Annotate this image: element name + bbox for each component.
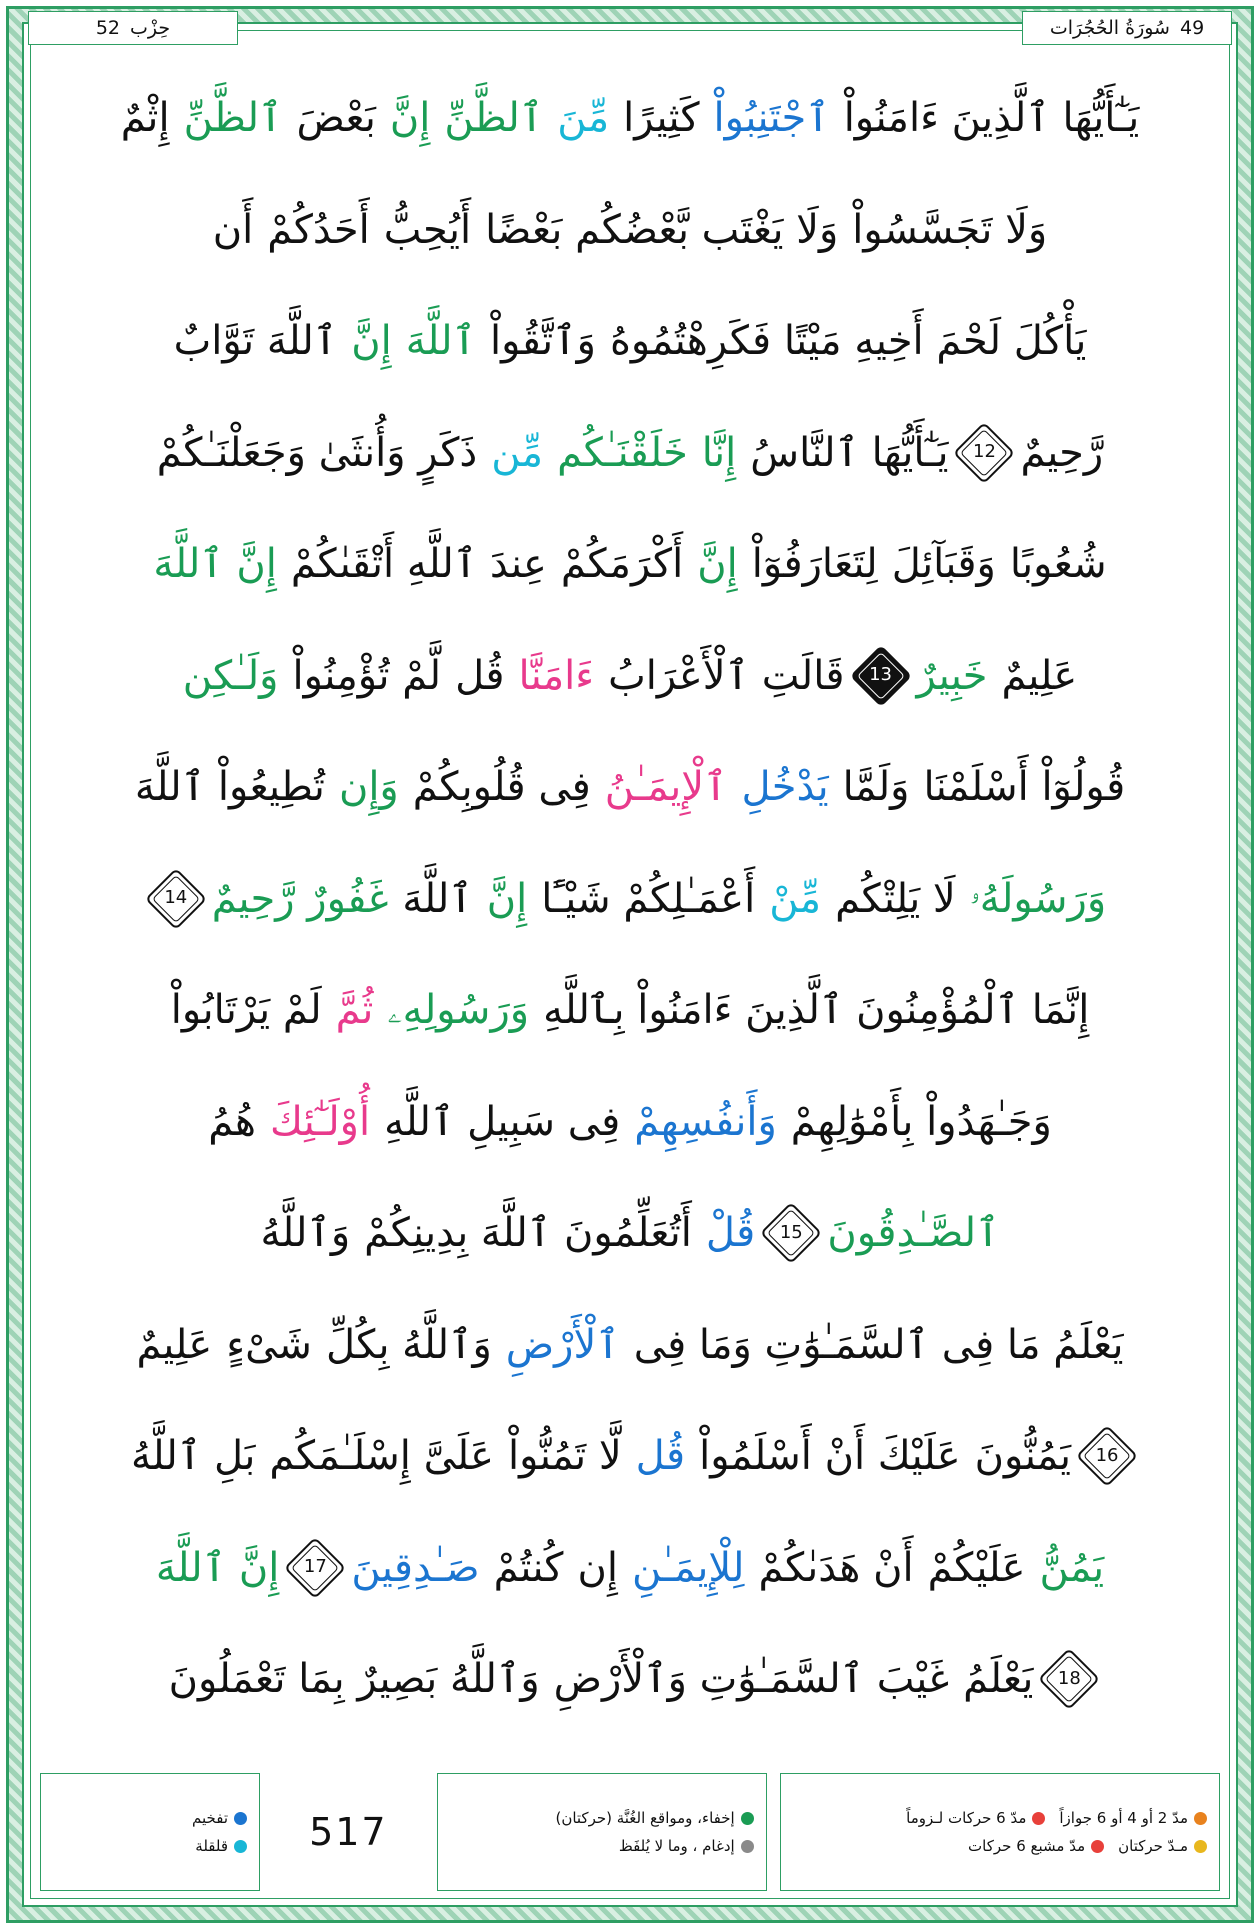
page-number-box	[273, 1773, 423, 1891]
ayah-segment: عَلَىَّ إِسْلَـٰمَكُم	[269, 1433, 495, 1479]
hizb-number: 52	[95, 17, 121, 39]
page-header	[28, 8, 1232, 48]
ayah-segment: إِنَّا	[701, 429, 737, 476]
ayah-segment: غَيْبَ ٱلسَّمَـٰوَٰتِ وَٱلْأَرْضِ	[553, 1656, 950, 1702]
legend-label: إدغام ، وما لا يُلفَظ	[618, 1837, 735, 1855]
ayah-segment: خَلَقْنَـٰكُم	[557, 429, 688, 476]
ayah-segment: ٱلْإِيمَـٰنُ	[604, 764, 728, 810]
ayah-segment: وَأَنفُسِهِمْ	[634, 1098, 777, 1145]
ayah-segment: وَلَـٰكِن	[182, 652, 279, 699]
ayah-segment: عَلَيْكُمْ	[927, 1544, 1026, 1591]
ayah-number-marker	[1085, 1434, 1129, 1478]
ayah-segment: خَبِيرٌ	[916, 652, 988, 699]
legend-item	[906, 1809, 1045, 1827]
page-number: 517	[309, 1810, 388, 1854]
ayah-segment: بَلِ ٱللَّهُ	[130, 1433, 256, 1479]
ayah-segment: قُولُوٓاْ أَسْلَمْنَا	[923, 764, 1126, 810]
ayah-segment: وَٱللَّهُ	[260, 1210, 351, 1256]
ayah-segment: مِّنْ	[769, 875, 822, 922]
legend-label: مدّ مشبع 6 حركات	[968, 1837, 1086, 1855]
ayah-marker-number: 16	[1095, 1444, 1119, 1466]
legend-row	[53, 1809, 247, 1827]
tajweed-legend	[40, 1773, 1220, 1891]
ayah-segment: لَا يَلِتْكُم	[835, 875, 956, 922]
ayah-segment: إِنَّ	[486, 875, 528, 922]
ayah-segment: يَـٰٓأَيُّهَا ٱلنَّاسُ	[750, 429, 949, 476]
ayah-line	[46, 1406, 1214, 1506]
ayah-segment: وَإِن	[338, 764, 399, 810]
ayah-segment: أَكْرَمَكُمْ	[560, 541, 684, 587]
ayah-segment: أَن	[212, 206, 254, 253]
hizb-box	[28, 11, 238, 45]
ayah-segment: ٱلْأَرْضِ	[505, 1321, 620, 1368]
ayah-line	[46, 960, 1214, 1060]
ayah-number-marker	[1047, 1657, 1091, 1701]
ayah-segment: لَّا تَمُنُّواْ	[508, 1433, 622, 1479]
ayah-number-marker	[859, 654, 903, 698]
surah-title-box	[1022, 11, 1232, 45]
ayah-segment: يَعْلَمُ مَا فِى ٱلسَّمَـٰوَٰتِ وَمَا فِى	[633, 1321, 1124, 1368]
ayah-segment: قُل	[635, 1433, 686, 1479]
ayah-segment: تُطِيعُواْ ٱللَّهَ	[134, 764, 325, 810]
ayah-segment: مِّنَ	[557, 95, 610, 141]
ayah-marker-number: 14	[164, 887, 188, 909]
legend-color-dot	[741, 1812, 754, 1825]
legend-item	[555, 1809, 753, 1827]
legend-row	[53, 1837, 247, 1855]
ayah-segment: إِنَّ ٱللَّهَ	[155, 1544, 280, 1591]
hizb-label: حِزْب	[130, 17, 171, 39]
ayah-segment: وَقَبَآئِلَ	[891, 541, 996, 587]
surah-name: سُورَةُ الحُجُرَات	[1049, 17, 1170, 39]
legend-color-dot	[234, 1812, 247, 1825]
ayah-segment: إِنَّ	[697, 541, 738, 587]
ayah-line	[46, 1629, 1214, 1729]
legend-label: تفخيم	[192, 1809, 229, 1827]
ayah-segment: يَمُنُّونَ	[974, 1433, 1072, 1479]
ayah-marker-number: 15	[779, 1221, 803, 1243]
ayah-line	[46, 68, 1214, 168]
ayah-line	[46, 1072, 1214, 1172]
ayah-segment: ٱلظَّنِّ	[183, 95, 283, 141]
legend-row	[450, 1809, 754, 1827]
ayah-segment: فِى سَبِيلِ ٱللَّهِ	[384, 1098, 621, 1145]
ayah-segment: ٱلصَّـٰدِقُونَ	[827, 1210, 1000, 1256]
ayah-segment: لَمْ يَرْتَابُواْ	[170, 987, 322, 1033]
ayah-segment: عِندَ ٱللَّهِ أَتْقَىٰكُمْ	[290, 541, 547, 587]
ayah-segment: مِّن	[491, 429, 544, 476]
ayah-segment: صَـٰدِقِينَ	[351, 1544, 480, 1591]
ayah-segment: يَعْلَمُ	[963, 1656, 1034, 1702]
ayah-segment: يَدْخُلِ	[741, 764, 829, 810]
ayah-marker-number: 17	[303, 1556, 327, 1578]
legend-color-dot	[1032, 1812, 1045, 1825]
ayah-segment: عَلِيمٌ	[136, 1321, 213, 1368]
legend-item	[619, 1837, 754, 1855]
ayah-line	[46, 180, 1214, 280]
ayah-segment: وَٱتَّقُواْ	[490, 318, 596, 364]
ayah-segment: ٱللَّهَ	[402, 875, 473, 922]
ayah-segment: عَلَيْكَ أَنْ أَسْلَمُواْ	[699, 1433, 961, 1479]
legend-label: إخفاء، ومواقع الغُنَّة (حركتان)	[555, 1809, 735, 1827]
ayah-segment: وَرَسُولِهِۦ	[387, 987, 530, 1033]
legend-color-dot	[1091, 1840, 1104, 1853]
ayah-segment: كَثِيرًا	[623, 95, 700, 141]
legend-label: مـدّ حركتان	[1118, 1837, 1188, 1855]
legend-row	[793, 1809, 1207, 1827]
ayah-segment: إِثْمٌ	[120, 95, 170, 141]
surah-page-number: 49	[1179, 17, 1205, 39]
ayah-segment: لَّمْ تُؤْمِنُواْ	[292, 652, 442, 699]
ayah-segment: ٱللَّهَ تَوَّابٌ	[173, 318, 338, 364]
ayah-line	[46, 626, 1214, 726]
legend-group-madd	[780, 1773, 1220, 1891]
ayah-segment: هُمُ	[208, 1098, 256, 1145]
ayah-segment: فِى قُلُوبِكُمْ	[412, 764, 591, 810]
ayah-segment: أَعْمَـٰلِكُمْ شَيْـًٔا	[541, 875, 756, 922]
ayah-segment: عَلِيمٌ	[1001, 652, 1078, 699]
legend-row	[793, 1837, 1207, 1855]
ayah-segment: يَـٰٓأَيُّهَا ٱلَّذِينَ ءَامَنُواْ	[843, 95, 1140, 141]
legend-label: مدّ 6 حركات لـزوماً	[906, 1809, 1027, 1827]
ayah-line	[46, 1295, 1214, 1395]
ayah-segment: لِلْإِيمَـٰنِ	[631, 1544, 745, 1591]
ayah-segment: ذَكَرٍ وَأُنثَىٰ وَجَعَلْنَـٰكُمْ	[156, 429, 478, 476]
ayah-segment: وَلَا يَغْتَب بَّعْضُكُم بَعْضًا	[485, 206, 839, 253]
ayah-segment: رَّحِيمٌ	[1020, 429, 1104, 476]
ayah-segment: وَلَا تَجَسَّسُواْ	[852, 206, 1048, 253]
ayah-segment: أَتُعَلِّمُونَ ٱللَّهَ بِدِينِكُمْ	[364, 1210, 692, 1256]
ayah-segment: ٱللَّهَ	[405, 318, 477, 364]
legend-label: مدّ 2 أو 4 أو 6 جوازاً	[1059, 1809, 1188, 1827]
legend-item	[968, 1837, 1104, 1855]
ayah-segment: شَىْءٍ	[226, 1321, 312, 1368]
legend-item	[1059, 1809, 1207, 1827]
legend-color-dot	[741, 1840, 754, 1853]
legend-row	[450, 1837, 754, 1855]
legend-color-dot	[1194, 1812, 1207, 1825]
ayah-marker-number: 13	[869, 664, 892, 686]
ayah-line	[46, 1518, 1214, 1618]
ayah-segment: وَرَسُولَهُۥ	[969, 875, 1107, 922]
ayah-number-marker	[769, 1211, 813, 1255]
legend-label: قلقلة	[195, 1837, 229, 1855]
ayah-segment: يَأْكُلَ لَحْمَ أَخِيهِ مَيْتًا فَكَرِهْتُمُوهُ	[609, 318, 1087, 364]
ayah-segment: ءَامَنَّا	[518, 652, 595, 699]
legend-group-ikhfa	[437, 1773, 767, 1891]
ayah-segment: قُلْ	[705, 1210, 756, 1256]
ayah-segment: يَمُنُّ	[1039, 1544, 1105, 1591]
ayah-segment: وَلَمَّا	[842, 764, 910, 810]
ayah-segment: غَفُورٌ رَّحِيمٌ	[211, 875, 389, 922]
ayah-segment: ٱجْتَنِبُواْ	[713, 95, 830, 141]
ayah-segment: شُعُوبًا	[1009, 541, 1107, 587]
ayah-segment: وَٱللَّهُ بِكُلِّ	[325, 1321, 492, 1368]
ayah-segment: إِنَّ	[389, 95, 431, 141]
ayah-segment: وَجَـٰهَدُواْ بِأَمْوَٰلِهِمْ	[790, 1098, 1052, 1145]
ayah-segment: أَنْ هَدَىٰكُمْ	[758, 1544, 914, 1591]
ayah-line	[46, 737, 1214, 837]
quran-text-body	[46, 62, 1214, 1729]
ayah-line	[46, 403, 1214, 503]
ayah-marker-number: 12	[973, 441, 996, 463]
ayah-number-marker	[962, 431, 1006, 475]
ayah-segment: كُنتُمْ	[493, 1544, 564, 1591]
ayah-segment: لِتَعَارَفُوٓاْ	[751, 541, 878, 587]
ayah-number-marker	[154, 877, 198, 921]
legend-color-dot	[234, 1840, 247, 1853]
ayah-line	[46, 1183, 1214, 1283]
legend-group-tafkheem	[40, 1773, 260, 1891]
ayah-number-marker	[293, 1546, 337, 1590]
ayah-line	[46, 514, 1214, 614]
ayah-marker-number: 18	[1057, 1667, 1081, 1689]
ayah-segment: أُوْلَـٰٓئِكَ	[269, 1098, 371, 1145]
ayah-segment: إِنَّ	[351, 318, 392, 364]
ayah-segment: إِن	[577, 1544, 618, 1591]
ayah-segment: قَالَتِ ٱلْأَعْرَابُ	[608, 652, 845, 699]
legend-color-dot	[1194, 1840, 1207, 1853]
ayah-segment: ٱلظَّنِّ	[444, 95, 544, 141]
ayah-segment: قُل	[455, 652, 505, 699]
ayah-segment: إِنَّمَا ٱلْمُؤْمِنُونَ ٱلَّذِينَ ءَامَنُواْ بِٱللَّهِ	[543, 987, 1090, 1033]
ayah-segment: أَيُحِبُّ	[383, 206, 472, 253]
legend-item	[1118, 1837, 1207, 1855]
ayah-segment: ثُمَّ	[335, 987, 374, 1033]
ayah-line	[46, 849, 1214, 949]
ayah-segment: بَعْضَ	[296, 95, 376, 141]
ayah-line	[46, 291, 1214, 391]
ayah-segment: وَٱللَّهُ بَصِيرٌ بِمَا تَعْمَلُونَ	[168, 1656, 540, 1702]
legend-item	[192, 1809, 247, 1827]
ayah-segment: إِنَّ ٱللَّهَ	[153, 541, 277, 587]
ayah-segment: أَحَدُكُمْ	[267, 206, 370, 253]
legend-item	[195, 1837, 247, 1855]
